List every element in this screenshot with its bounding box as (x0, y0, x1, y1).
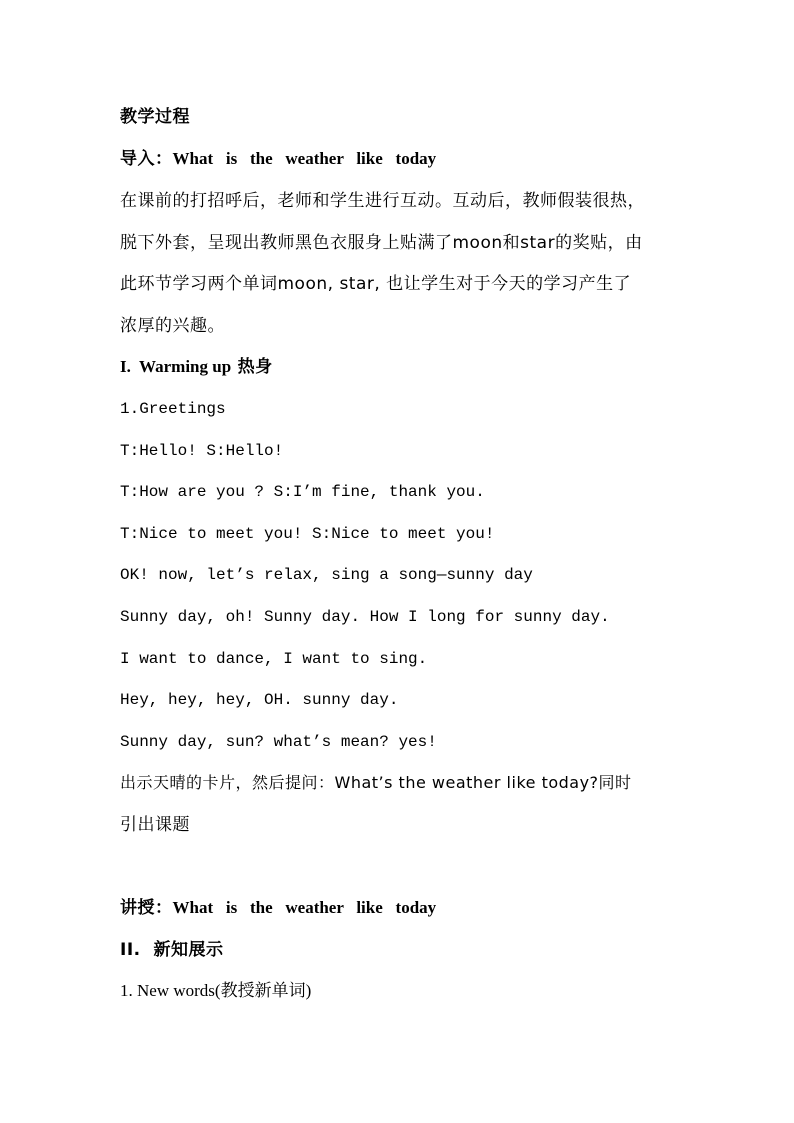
dialogue-line: T:Hello! S:Hello! (120, 442, 284, 460)
intro-heading (120, 148, 690, 170)
teach-heading (120, 897, 690, 919)
new-words-line: 1. New words(教授新单词) (120, 981, 312, 1000)
dialogue-line: T:How are you ? S:I’m fine, thank you. (120, 483, 485, 501)
teach-heading-label: 讲授： (120, 898, 173, 918)
dialogue-line: Hey, hey, hey, OH. sunny day. (120, 691, 399, 709)
warming-up-heading-suffix: 热身 (231, 357, 273, 377)
dialogue-line: I want to dance, I want to sing. (120, 650, 428, 668)
dialogue-line: Sunny day, sun? what’s mean? yes! (120, 733, 437, 751)
intro-heading-label: 导入： (120, 149, 173, 169)
intro-paragraph-line: 此环节学习两个单词moon, star, 也让学生对于今天的学习产生了 (120, 274, 632, 294)
intro-heading-text: What is the weather like today (172, 149, 437, 168)
card-question-line: 引出课题 (120, 815, 190, 835)
intro-paragraph-line: 浓厚的兴趣。 (120, 316, 225, 336)
intro-paragraph-line: 在课前的打招呼后，老师和学生进行互动。互动后，教师假装很热， (120, 191, 645, 211)
intro-paragraph-line: 脱下外套，呈现出教师黑色衣服身上贴满了moon和star的奖贴，由 (120, 233, 643, 253)
dialogue-line: Sunny day, oh! Sunny day. How I long for sunny day. (120, 608, 610, 626)
warming-up-heading-prefix: I. Warming up (120, 357, 232, 376)
dialogue-line: T:Nice to meet you! S:Nice to meet you! (120, 525, 495, 543)
card-question-line: 出示天晴的卡片，然后提问：What’s the weather like today?同时 (120, 773, 632, 792)
greetings-title: 1.Greetings (120, 400, 226, 418)
warming-up-heading (120, 356, 690, 378)
new-knowledge-heading: II. 新知展示 (120, 940, 224, 960)
section-title: 教学过程 (120, 107, 190, 127)
teach-heading-text: What is the weather like today (172, 898, 437, 917)
dialogue-line: OK! now, let’s relax, sing a song—sunny day (120, 566, 533, 584)
